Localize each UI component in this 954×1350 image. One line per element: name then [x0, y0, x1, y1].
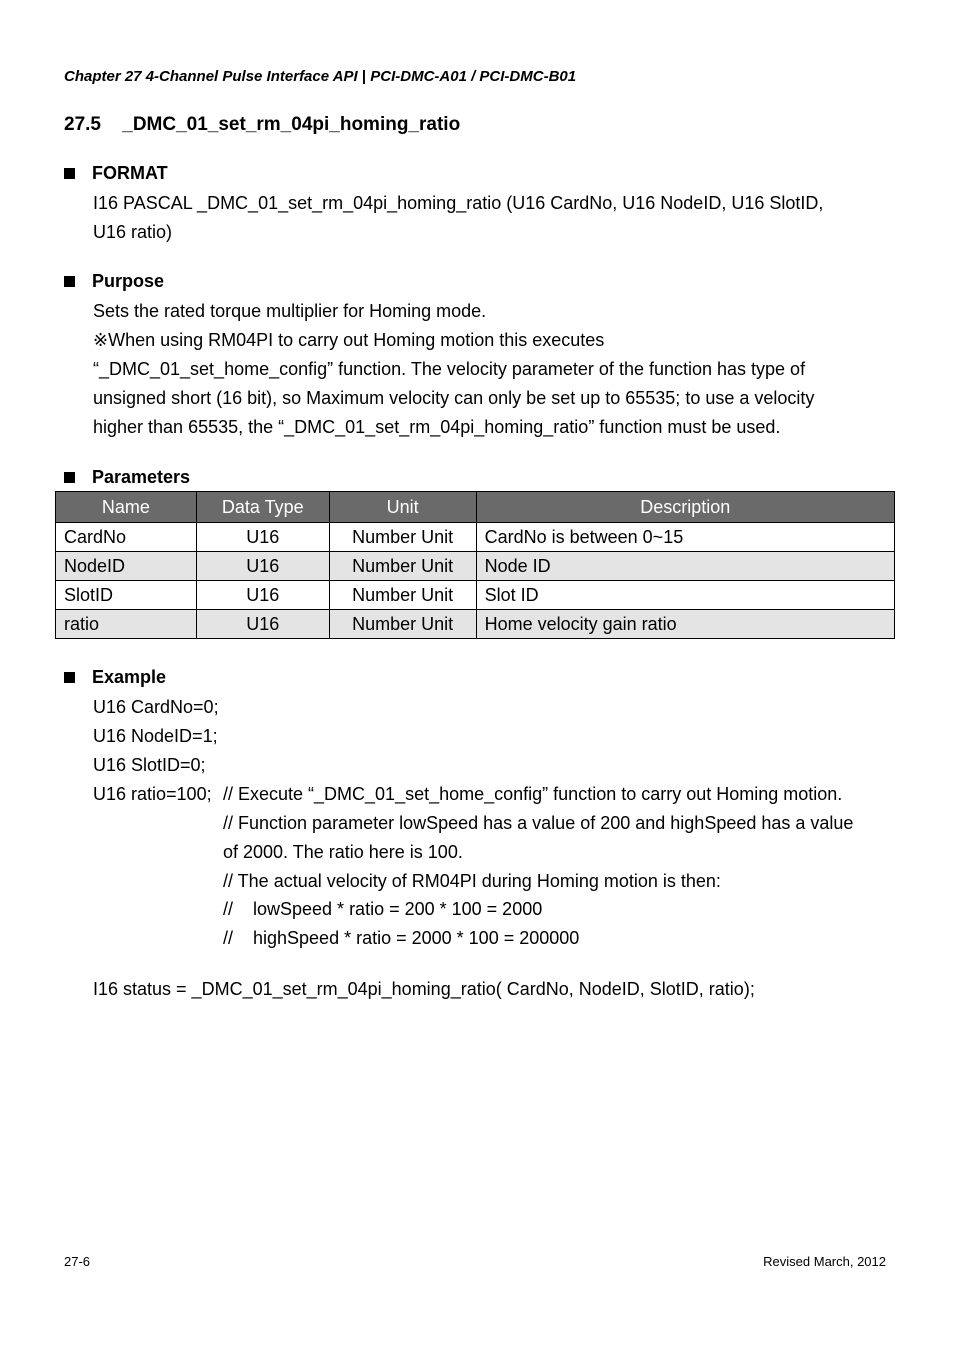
param-unit: Number Unit — [329, 523, 476, 552]
example-comment: lowSpeed * ratio = 200 * 100 = 2000 — [253, 899, 543, 919]
page-number: 27-6 — [64, 1254, 91, 1269]
param-name: ratio — [56, 610, 197, 639]
param-type: U16 — [196, 610, 329, 639]
header-separator: | — [361, 68, 367, 85]
example-comment-marker: // — [223, 928, 234, 948]
param-name: CardNo — [56, 523, 197, 552]
example-comment: highSpeed * ratio = 2000 * 100 = 200000 — [253, 928, 580, 948]
param-description: CardNo is between 0~15 — [476, 523, 894, 552]
purpose-heading — [64, 271, 164, 292]
format-body — [93, 189, 893, 247]
example-decl-nodeid: U16 NodeID=1; — [93, 726, 218, 746]
page-header — [64, 68, 576, 85]
param-unit: Number Unit — [329, 610, 476, 639]
format-heading — [64, 163, 168, 184]
column-header-data-type: Data Type — [196, 492, 329, 523]
column-header-name: Name — [56, 492, 197, 523]
bullet-square-icon — [64, 472, 75, 483]
table-header-row — [56, 492, 895, 523]
format-heading-label: FORMAT — [92, 163, 168, 183]
param-name: SlotID — [56, 581, 197, 610]
bullet-square-icon — [64, 168, 75, 179]
purpose-line: “_DMC_01_set_home_config” function. The velocity parameter of the function has type of — [93, 359, 806, 379]
parameters-heading — [64, 467, 190, 488]
example-heading — [64, 667, 166, 688]
param-description: Node ID — [476, 552, 894, 581]
example-function-call: I16 status = _DMC_01_set_rm_04pi_homing_ratio( CardNo, NodeID, SlotID, ratio); — [93, 979, 755, 999]
chapter-title: Chapter 27 4-Channel Pulse Interface API — [64, 68, 358, 85]
purpose-line: unsigned short (16 bit), so Maximum velocity can only be set up to 65535; to use a velocity — [93, 388, 815, 408]
purpose-heading-label: Purpose — [92, 271, 165, 291]
section-function-name: _DMC_01_set_rm_04pi_homing_ratio — [122, 114, 461, 135]
table-row — [56, 552, 895, 581]
param-type: U16 — [196, 552, 329, 581]
parameters-table — [55, 491, 895, 639]
table-row — [56, 523, 895, 552]
purpose-body — [93, 297, 893, 442]
model-names: PCI-DMC-A01 / PCI-DMC-B01 — [370, 68, 577, 85]
purpose-line: higher than 65535, the “_DMC_01_set_rm_04pi_homing_ratio” function must be used. — [93, 417, 781, 437]
section-title — [64, 114, 460, 136]
param-name: NodeID — [56, 552, 197, 581]
parameters-heading-label: Parameters — [92, 467, 191, 487]
param-description: Home velocity gain ratio — [476, 610, 894, 639]
example-decl-slotid: U16 SlotID=0; — [93, 755, 206, 775]
example-heading-label: Example — [92, 667, 167, 687]
param-unit: Number Unit — [329, 552, 476, 581]
param-description: Slot ID — [476, 581, 894, 610]
param-type: U16 — [196, 523, 329, 552]
example-comment: // The actual velocity of RM04PI during Homing motion is then: — [223, 871, 721, 891]
example-comment: // Function parameter lowSpeed has a value of 200 and highSpeed has a value — [223, 813, 854, 833]
column-header-description: Description — [476, 492, 894, 523]
example-comment: of 2000. The ratio here is 100. — [223, 842, 463, 862]
example-comment: // Execute “_DMC_01_set_home_config” function to carry out Homing motion. — [223, 784, 843, 804]
param-type: U16 — [196, 581, 329, 610]
revision-date: Revised March, 2012 — [763, 1254, 886, 1269]
format-line: I16 PASCAL _DMC_01_set_rm_04pi_homing_ratio (U16 CardNo, U16 NodeID, U16 SlotID, — [93, 193, 824, 213]
param-unit: Number Unit — [329, 581, 476, 610]
column-header-unit: Unit — [329, 492, 476, 523]
bullet-square-icon — [64, 276, 75, 287]
example-comment-marker: // — [223, 899, 234, 919]
section-number: 27.5 — [64, 114, 101, 135]
example-decl-ratio: U16 ratio=100; — [93, 784, 212, 804]
example-decl-cardno: U16 CardNo=0; — [93, 697, 219, 717]
table-row — [56, 581, 895, 610]
table-row — [56, 610, 895, 639]
format-line: U16 ratio) — [93, 222, 173, 242]
purpose-line: ※When using RM04PI to carry out Homing motion this executes — [93, 330, 605, 350]
bullet-square-icon — [64, 672, 75, 683]
purpose-line: Sets the rated torque multiplier for Homing mode. — [93, 301, 487, 321]
